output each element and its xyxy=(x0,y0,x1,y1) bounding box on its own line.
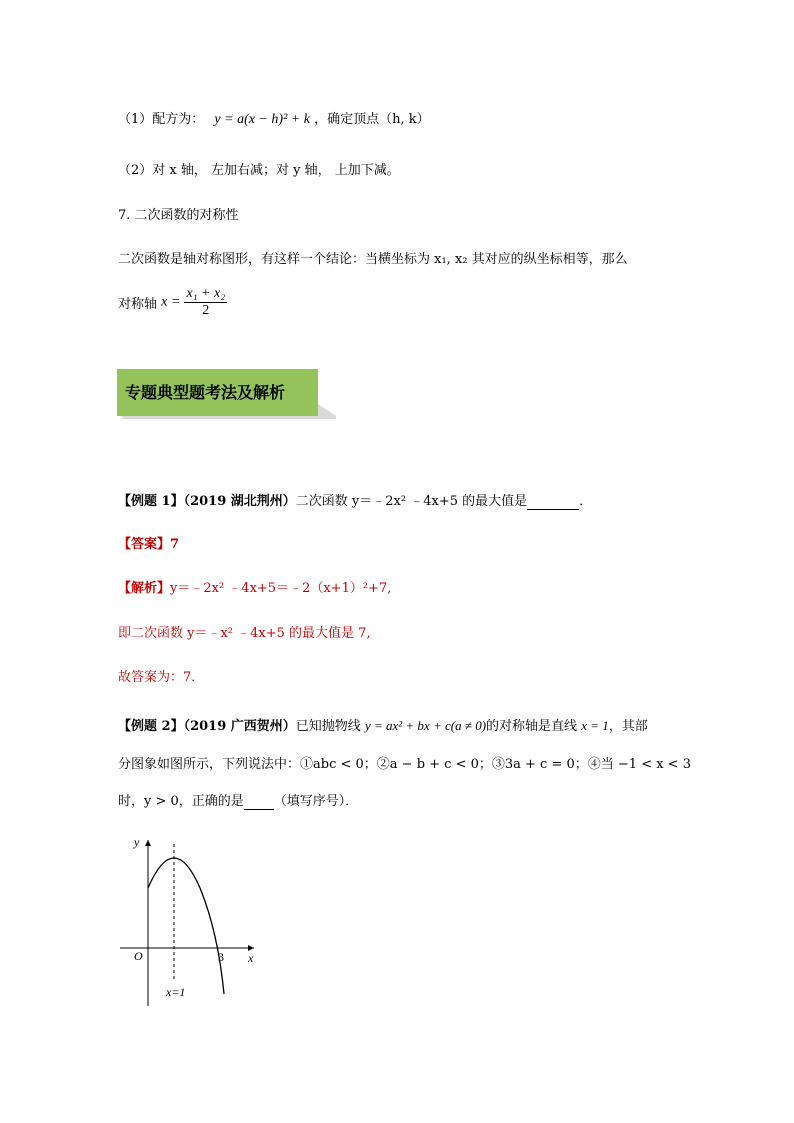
example2-question-line1 xyxy=(118,715,648,734)
example1-answer-tag: 【答案】 xyxy=(118,537,171,552)
banner-shadow-bar xyxy=(122,416,336,419)
example2-text-c: ，其部 xyxy=(608,719,648,734)
shift-rule-line: （2）对 x 轴， 左加右减；对 y 轴， 上加下减。 xyxy=(118,163,400,178)
example2-tag: 【例题 2】 xyxy=(118,719,184,734)
section-heading-symmetry: 7. 二次函数的对称性 xyxy=(118,208,239,223)
example1-answer xyxy=(118,533,179,552)
example1-question-text: 二次函数 y＝﹣2x² ﹣4x+5 的最大值是 xyxy=(295,494,528,509)
axis-formula-var: x = xyxy=(161,294,181,310)
example2-formula2: x = 1 xyxy=(581,718,609,733)
example1-analysis-line1 xyxy=(118,577,391,596)
example1-analysis-text1: y＝﹣2x² ﹣4x+5＝﹣2（x+1）²+7, xyxy=(170,581,392,596)
example1-question xyxy=(118,490,592,510)
example2-answer-blank xyxy=(244,794,274,810)
example1-analysis-tag: 【解析】 xyxy=(118,581,171,596)
axis-formula-line xyxy=(118,286,227,319)
parabola-curve xyxy=(148,858,224,994)
symmetry-statement: 二次函数是轴对称图形，有这样一个结论：当横坐标为 x₁, x₂ 其对应的纵坐标相等，那么 xyxy=(118,252,628,267)
vertex-form-suffix: ，确定顶点（h, k） xyxy=(314,112,430,127)
axis-fraction xyxy=(184,286,227,319)
vertex-form-prefix: （1）配方为： xyxy=(118,112,205,127)
banner-shadow-corner xyxy=(318,404,336,416)
vertex-form-formula: y = a(x − h)² + k xyxy=(214,112,310,127)
example2-formula: y = ax² + bx + c(a ≠ 0) xyxy=(364,718,487,733)
axis-formula-prefix: 对称轴 xyxy=(118,297,158,312)
example2-question-line3 xyxy=(118,790,358,810)
example2-text-a: 已知抛物线 xyxy=(295,719,361,734)
example1-answer-value: 7 xyxy=(170,537,180,552)
example1-answer-blank xyxy=(527,494,579,510)
axis-fraction-denominator: 2 xyxy=(202,303,210,318)
axis-fraction-numerator: x₁ + x₂ xyxy=(186,286,226,301)
example2-text-d: 时，y > 0，正确的是 xyxy=(118,794,244,809)
example1-analysis-line3: 故答案为：7． xyxy=(118,670,205,685)
vertex-form-line xyxy=(118,108,430,128)
example2-question-line2: 分图象如图所示，下列说法中：①abc < 0；②a − b + c < 0；③3a + c = 0；④当 −1 < x < 3 xyxy=(118,757,691,772)
y-axis-label: y xyxy=(134,835,140,849)
origin-label: O xyxy=(134,949,143,963)
example2-text-b: 的对称轴是直线 xyxy=(486,719,578,734)
parabola-graph xyxy=(114,832,264,1012)
section-banner: 专题典型题考法及解析 xyxy=(117,369,318,416)
example1-analysis-line2: 即二次函数 y＝﹣x² ﹣4x+5 的最大值是 7, xyxy=(118,626,371,641)
symmetry-axis-label: x=1 xyxy=(166,985,186,999)
example1-tag: 【例题 1】 xyxy=(118,494,184,509)
example1-source: （2019 湖北荆州） xyxy=(183,494,296,509)
x-intercept-label: 3 xyxy=(218,950,224,964)
example1-end: ． xyxy=(579,494,593,509)
x-axis-label: x xyxy=(248,951,254,965)
example2-source: （2019 广西贺州） xyxy=(183,719,296,734)
example2-text-e: （填写序号）． xyxy=(273,794,359,809)
